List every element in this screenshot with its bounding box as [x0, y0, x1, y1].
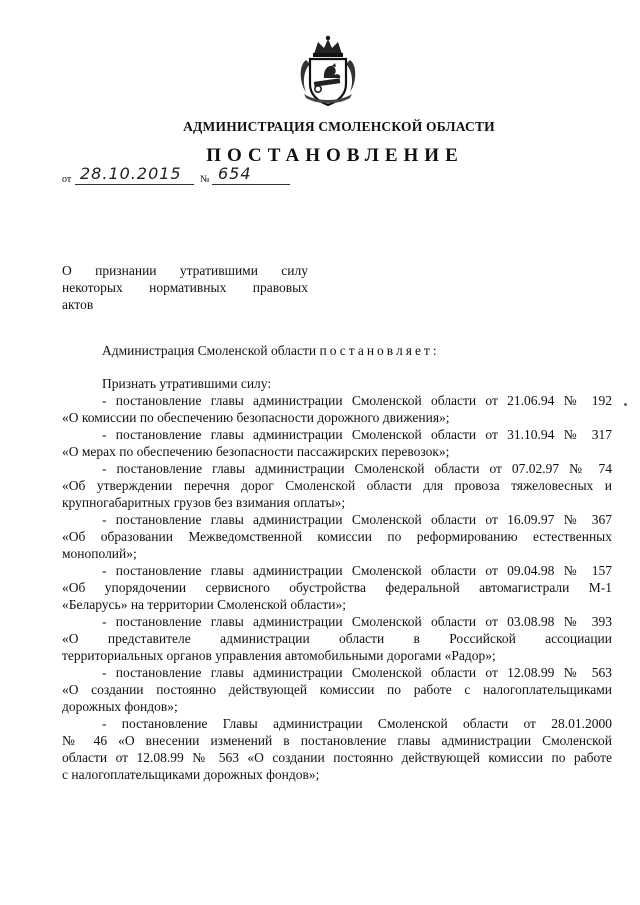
date-number-line [62, 164, 302, 188]
document-type-title: ПОСТАНОВЛЕНИЕ [206, 145, 464, 166]
item-line: - постановление главы администрации Смоленской области от 31.10.94 № 317 [102, 427, 612, 442]
item-line: «Беларусь» на территории Смоленской области»; [62, 597, 346, 612]
list-item [62, 426, 612, 460]
item-line: «О представителе администрации области в Российской ассоциации [62, 631, 612, 646]
document-body [62, 342, 612, 783]
item-line: крупногабаритных грузов без взимания оплаты»; [62, 495, 346, 510]
item-line: - постановление главы администрации Смоленской области от 09.04.98 № 157 [102, 563, 612, 578]
subject-line: актов [62, 297, 94, 312]
item-line: - постановление главы администрации Смоленской области от 21.06.94 № 192 [102, 393, 612, 408]
list-item [62, 562, 612, 613]
item-line: - постановление главы администрации Смоленской области от 03.08.98 № 393 [102, 614, 612, 629]
item-line: «Об упорядочении сервисного обустройства федеральной автомагистрали М-1 [62, 580, 612, 595]
subject-line: О признании утратившими силу [62, 263, 308, 278]
item-line: области от 12.08.99 № 563 «О создании постоянно действующей комиссии по работе [62, 750, 612, 765]
preamble-verb: постановляет: [319, 343, 440, 358]
subject-line: некоторых нормативных правовых [62, 280, 308, 295]
list-item [62, 392, 612, 426]
list-item [62, 613, 612, 664]
item-line: монополий»; [62, 546, 137, 561]
list-item [62, 511, 612, 562]
item-line: «Об образовании Межведомственной комиссии по реформированию естественных [62, 529, 612, 544]
intro-line: Признать утратившими силу: [102, 376, 272, 391]
item-line: «Об утверждении перечня дорог Смоленской области для провоза тяжеловесных и [62, 478, 612, 493]
item-line: - постановление главы администрации Смоленской области от 16.09.97 № 367 [102, 512, 612, 527]
list-item [62, 460, 612, 511]
number-label: № [200, 174, 210, 185]
item-line: «О комиссии по обеспечению безопасности дорожного движения»; [62, 410, 450, 425]
document-number: 654 [218, 164, 252, 183]
scan-speck [624, 403, 627, 406]
document-subject [62, 262, 308, 313]
item-line: с налогоплательщиками дорожных фондов»; [62, 767, 320, 782]
smolensk-coat-of-arms-icon [296, 34, 360, 108]
list-item [62, 715, 612, 783]
preamble [62, 342, 612, 359]
item-line: «О создании постоянно действующей комиссии по работе с налогоплательщиками [62, 682, 612, 697]
item-line: - постановление главы администрации Смоленской области от 07.02.97 № 74 [102, 461, 612, 476]
item-line: территориальных органов управления автомобильными дорогами «Радор»; [62, 648, 496, 663]
item-line: № 46 «О внесении изменений в постановление главы администрации Смоленской [62, 733, 612, 748]
list-item [62, 664, 612, 715]
preamble-text: Администрация Смоленской области [102, 343, 317, 358]
organization-title: АДМИНИСТРАЦИЯ СМОЛЕНСКОЙ ОБЛАСТИ [183, 119, 495, 134]
item-line: - постановление главы администрации Смоленской области от 12.08.99 № 563 [102, 665, 612, 680]
date-from-label: от [62, 174, 72, 185]
item-line: дорожных фондов»; [62, 699, 178, 714]
item-line: - постановление Главы администрации Смоленской области от 28.01.2000 [102, 716, 612, 731]
document-date: 28.10.2015 [80, 164, 182, 183]
item-line: «О мерах по обеспечению безопасности пассажирских перевозок»; [62, 444, 450, 459]
